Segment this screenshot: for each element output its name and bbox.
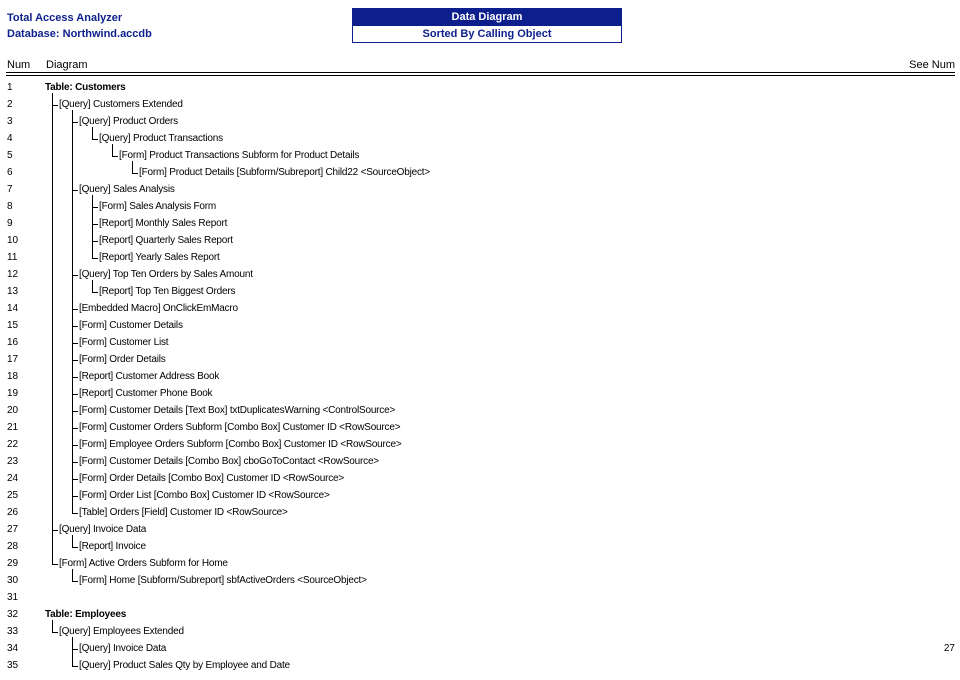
diagram-row — [0, 453, 960, 470]
object-label: [Form] Active Orders Subform for Home — [59, 558, 228, 569]
diagram-row — [0, 334, 960, 351]
tree-branch-line — [72, 513, 78, 514]
object-label: [Report] Customer Phone Book — [79, 388, 213, 399]
diagram-row — [0, 470, 960, 487]
object-label: [Form] Product Transactions Subform for Product Details — [119, 150, 360, 161]
row-number: 4 — [7, 133, 13, 144]
row-number: 27 — [7, 524, 19, 535]
row-number: 2 — [7, 99, 13, 110]
row-number: 25 — [7, 490, 19, 501]
tree-branch-line — [72, 581, 78, 582]
diagram-rows — [0, 79, 960, 674]
table-heading-row — [0, 79, 960, 96]
object-label: [Report] Monthly Sales Report — [99, 218, 228, 229]
object-label: [Query] Product Sales Qty by Employee and Date — [79, 660, 290, 671]
tree-branch-line — [92, 139, 98, 140]
diagram-row — [0, 215, 960, 232]
row-number: 28 — [7, 541, 19, 552]
row-number: 8 — [7, 201, 13, 212]
row-number: 23 — [7, 456, 19, 467]
object-label: [Query] Product Orders — [79, 116, 178, 127]
tree-trunk-line — [52, 93, 53, 564]
object-label: [Form] Order Details [Combo Box] Customer ID <RowSource> — [79, 473, 345, 484]
col-header-see-num: See Num — [909, 59, 955, 71]
object-label: [Report] Quarterly Sales Report — [99, 235, 233, 246]
row-number: 21 — [7, 422, 19, 433]
diagram-row — [0, 419, 960, 436]
tree-branch-line — [72, 666, 78, 667]
col-header-diagram: Diagram — [46, 59, 88, 71]
tree-trunk-line — [72, 535, 73, 547]
object-label: [Report] Customer Address Book — [79, 371, 220, 382]
row-number: 33 — [7, 626, 19, 637]
report-title-box — [352, 8, 622, 43]
tree-trunk-line — [112, 144, 113, 156]
tree-branch-line — [52, 564, 58, 565]
row-number: 35 — [7, 660, 19, 671]
object-label: [Query] Product Transactions — [99, 133, 223, 144]
row-number: 3 — [7, 116, 13, 127]
row-number: 12 — [7, 269, 19, 280]
diagram-row — [0, 232, 960, 249]
header-rule-top — [6, 72, 955, 73]
diagram-row — [0, 436, 960, 453]
row-number: 19 — [7, 388, 19, 399]
see-num: 27 — [943, 643, 955, 654]
tree-trunk-line — [132, 161, 133, 173]
row-number: 10 — [7, 235, 19, 246]
object-label: [Report] Invoice — [79, 541, 146, 552]
object-label: [Form] Customer Orders Subform [Combo Box] Customer ID <RowSource> — [79, 422, 401, 433]
tree-branch-line — [92, 292, 98, 293]
diagram-row — [0, 385, 960, 402]
diagram-row — [0, 538, 960, 555]
diagram-row — [0, 572, 960, 589]
diagram-row — [0, 368, 960, 385]
row-number: 30 — [7, 575, 19, 586]
diagram-row — [0, 589, 960, 606]
object-label: [Embedded Macro] OnClickEmMacro — [79, 303, 238, 314]
diagram-row — [0, 640, 960, 657]
header-rule-bottom — [6, 75, 955, 76]
report-header — [7, 10, 152, 42]
tree-branch-line — [52, 632, 58, 633]
row-number: 14 — [7, 303, 19, 314]
row-number: 11 — [7, 252, 18, 263]
object-label: [Form] Customer Details [Combo Box] cboGoToContact <RowSource> — [79, 456, 379, 467]
tree-branch-line — [92, 258, 98, 259]
row-number: 24 — [7, 473, 19, 484]
diagram-row — [0, 266, 960, 283]
object-label: [Table] Orders [Field] Customer ID <RowSource> — [79, 507, 288, 518]
diagram-row — [0, 623, 960, 640]
tree-trunk-line — [72, 569, 73, 581]
object-label: [Report] Yearly Sales Report — [99, 252, 220, 263]
object-label: [Query] Top Ten Orders by Sales Amount — [79, 269, 253, 280]
diagram-row — [0, 504, 960, 521]
object-label: [Query] Invoice Data — [79, 643, 167, 654]
diagram-row — [0, 555, 960, 572]
object-label: [Form] Customer Details — [79, 320, 183, 331]
row-number: 34 — [7, 643, 19, 654]
row-number: 1 — [7, 82, 13, 93]
diagram-row — [0, 402, 960, 419]
row-number: 7 — [7, 184, 13, 195]
diagram-row — [0, 487, 960, 504]
row-number: 18 — [7, 371, 19, 382]
report-subtitle: Sorted By Calling Object — [353, 25, 621, 42]
object-label: [Form] Order Details — [79, 354, 166, 365]
diagram-row — [0, 198, 960, 215]
table-name: Table: Employees — [45, 609, 127, 620]
object-label: [Query] Employees Extended — [59, 626, 184, 637]
tree-trunk-line — [52, 620, 53, 632]
tree-trunk-line — [92, 280, 93, 292]
diagram-row — [0, 351, 960, 368]
row-number: 22 — [7, 439, 19, 450]
diagram-row — [0, 300, 960, 317]
tree-branch-line — [132, 173, 138, 174]
object-label: [Form] Order List [Combo Box] Customer ID <RowSource> — [79, 490, 330, 501]
row-number: 6 — [7, 167, 13, 178]
diagram-row — [0, 283, 960, 300]
diagram-row — [0, 181, 960, 198]
app-title: Total Access Analyzer — [7, 12, 123, 24]
report-title: Data Diagram — [353, 9, 621, 25]
diagram-row — [0, 521, 960, 538]
tree-trunk-line — [92, 195, 93, 258]
row-number: 20 — [7, 405, 19, 416]
table-name: Table: Customers — [45, 82, 126, 93]
row-number: 29 — [7, 558, 19, 569]
row-number: 31 — [7, 592, 19, 603]
row-number: 15 — [7, 320, 19, 331]
object-label: [Report] Top Ten Biggest Orders — [99, 286, 236, 297]
object-label: [Form] Customer List — [79, 337, 169, 348]
table-heading-row — [0, 606, 960, 623]
diagram-row — [0, 130, 960, 147]
row-number: 5 — [7, 150, 13, 161]
diagram-row — [0, 113, 960, 130]
col-header-num: Num — [7, 59, 31, 71]
diagram-row — [0, 317, 960, 334]
object-label: [Form] Sales Analysis Form — [99, 201, 217, 212]
diagram-row — [0, 249, 960, 266]
object-label: [Form] Home [Subform/Subreport] sbfActiveOrders <SourceObject> — [79, 575, 367, 586]
row-number: 32 — [7, 609, 19, 620]
object-label: [Form] Product Details [Subform/Subreport] Child22 <SourceObject> — [139, 167, 431, 178]
tree-branch-line — [112, 156, 118, 157]
object-label: [Query] Sales Analysis — [79, 184, 175, 195]
diagram-row — [0, 164, 960, 181]
diagram-row — [0, 96, 960, 113]
object-label: [Form] Customer Details [Text Box] txtDuplicatesWarning <ControlSource> — [79, 405, 396, 416]
object-label: [Query] Customers Extended — [59, 99, 183, 110]
row-number: 26 — [7, 507, 19, 518]
tree-trunk-line — [72, 110, 73, 513]
tree-trunk-line — [72, 637, 73, 666]
row-number: 16 — [7, 337, 19, 348]
database-label: Database: Northwind.accdb — [7, 28, 152, 40]
object-label: [Query] Invoice Data — [59, 524, 147, 535]
object-label: [Form] Employee Orders Subform [Combo Box] Customer ID <RowSource> — [79, 439, 402, 450]
diagram-row — [0, 147, 960, 164]
tree-trunk-line — [92, 127, 93, 139]
row-number: 13 — [7, 286, 19, 297]
diagram-row — [0, 657, 960, 674]
row-number: 9 — [7, 218, 13, 229]
tree-branch-line — [72, 547, 78, 548]
row-number: 17 — [7, 354, 19, 365]
